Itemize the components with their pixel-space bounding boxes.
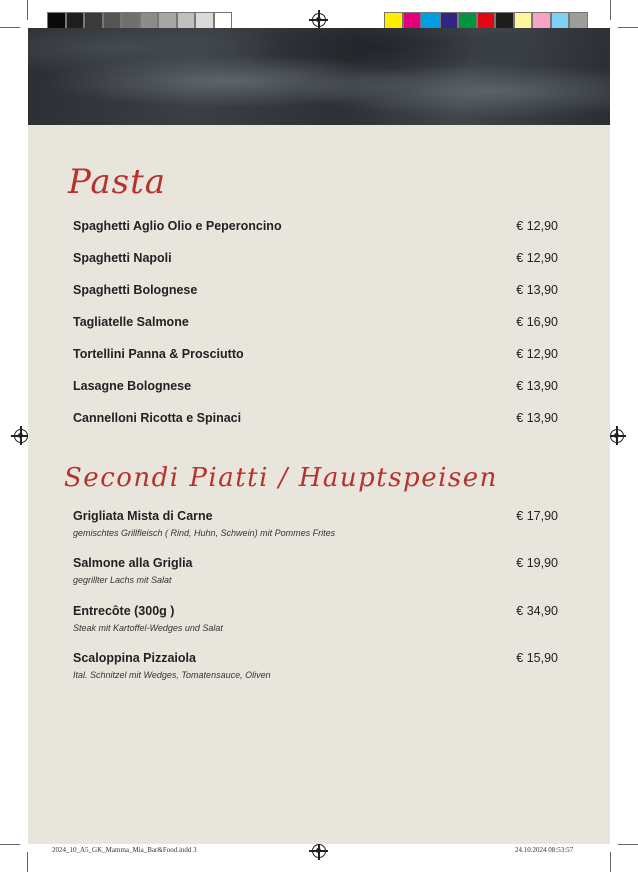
item-name: Spaghetti Napoli — [73, 251, 172, 265]
item-name: Entrecôte (300g ) — [73, 604, 175, 618]
item-price: € 15,90 — [516, 651, 558, 665]
crop-mark — [0, 844, 20, 845]
menu-item — [73, 379, 558, 393]
menu-item — [73, 604, 558, 633]
item-description: gemischtes Grillfleisch ( Rind, Huhn, Schwein) mit Pommes Frites — [73, 528, 336, 538]
item-description: gegrillter Lachs mit Salat — [73, 575, 172, 585]
item-price: € 13,90 — [516, 283, 558, 297]
menu-item — [73, 251, 558, 265]
item-description: Ital. Schnitzel mit Wedges, Tomatensauce, Oliven — [73, 670, 271, 680]
stone-texture-header — [28, 28, 610, 125]
crop-mark — [618, 27, 638, 28]
item-price: € 13,90 — [516, 379, 558, 393]
menu-item — [73, 315, 558, 329]
crop-mark — [27, 852, 28, 872]
item-name: Grigliata Mista di Carne — [73, 509, 213, 523]
section-title-pasta: Pasta — [68, 162, 167, 202]
registration-mark-icon — [14, 429, 28, 443]
slug-timestamp: 24.10.2024 08:53:57 — [515, 846, 574, 854]
item-name: Scaloppina Pizzaiola — [73, 651, 196, 665]
crop-mark — [618, 844, 638, 845]
item-name: Tortellini Panna & Prosciutto — [73, 347, 244, 361]
menu-item — [73, 556, 558, 585]
item-description: Steak mit Kartoffel-Wedges und Salat — [73, 623, 223, 633]
menu-page — [28, 28, 610, 844]
menu-item — [73, 411, 558, 425]
menu-item — [73, 283, 558, 297]
item-price: € 12,90 — [516, 347, 558, 361]
item-name: Cannelloni Ricotta e Spinaci — [73, 411, 242, 425]
item-price: € 13,90 — [516, 411, 558, 425]
registration-mark-icon — [312, 13, 326, 27]
registration-mark-icon — [610, 429, 624, 443]
item-name: Spaghetti Aglio Olio e Peperoncino — [73, 219, 282, 233]
item-name: Spaghetti Bolognese — [73, 283, 198, 297]
section-title-secondi-piatti: Secondi Piatti / Hauptspeisen — [64, 463, 498, 493]
slug-filename: 2024_10_A5_GK_Mamma_Mia_Bar&Food.indd 3 — [52, 846, 197, 854]
item-price: € 34,90 — [516, 604, 558, 618]
item-name: Lasagne Bolognese — [73, 379, 192, 393]
crop-mark — [0, 27, 20, 28]
item-price: € 12,90 — [516, 219, 558, 233]
item-price: € 16,90 — [516, 315, 558, 329]
menu-item — [73, 347, 558, 361]
item-price: € 12,90 — [516, 251, 558, 265]
crop-mark — [610, 0, 611, 20]
menu-item — [73, 219, 558, 233]
crop-mark — [610, 852, 611, 872]
item-price: € 17,90 — [516, 509, 558, 523]
registration-mark-icon — [312, 844, 326, 858]
crop-mark — [27, 0, 28, 20]
item-price: € 19,90 — [516, 556, 558, 570]
menu-item — [73, 651, 558, 680]
item-name: Tagliatelle Salmone — [73, 315, 189, 329]
item-name: Salmone alla Griglia — [73, 556, 193, 570]
menu-item — [73, 509, 558, 538]
